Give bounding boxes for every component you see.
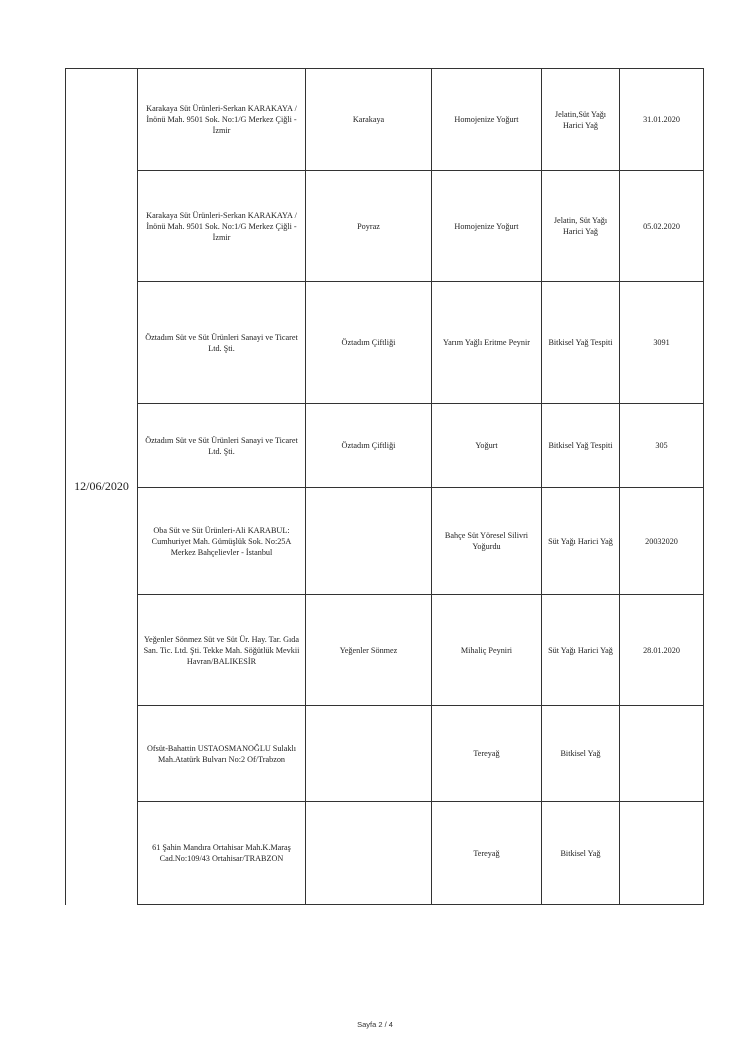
brand-cell: Öztadım Çiftliği xyxy=(306,404,432,488)
date-cell: 12/06/2020 xyxy=(66,69,138,905)
brand-cell: Yeğenler Sönmez xyxy=(306,595,432,706)
company-cell: Karakaya Süt Ürünleri-Serkan KARAKAYA / İnönü Mah. 9501 Sok. No:1/G Merkez Çiğli - İzmir xyxy=(138,69,306,171)
company-cell: Karakaya Süt Ürünleri-Serkan KARAKAYA / İnönü Mah. 9501 Sok. No:1/G Merkez Çiğli - İzmir xyxy=(138,171,306,282)
company-cell: 61 Şahin Mandıra Ortahisar Mah.K.Maraş Cad.No:109/43 Ortahisar/TRABZON xyxy=(138,802,306,905)
lot-cell xyxy=(620,706,704,802)
table-row xyxy=(66,404,704,488)
product-cell: Mihaliç Peyniri xyxy=(432,595,542,706)
brand-cell: Karakaya xyxy=(306,69,432,171)
table-row xyxy=(66,802,704,905)
table-row xyxy=(66,706,704,802)
finding-cell: Bitkisel Yağ xyxy=(542,706,620,802)
lot-cell: 31.01.2020 xyxy=(620,69,704,171)
brand-cell xyxy=(306,706,432,802)
brand-cell: Öztadım Çiftliği xyxy=(306,282,432,404)
finding-cell: Bitkisel Yağ Tespiti xyxy=(542,404,620,488)
finding-cell: Süt Yağı Harici Yağ xyxy=(542,595,620,706)
product-cell: Tereyağ xyxy=(432,706,542,802)
brand-cell xyxy=(306,488,432,595)
lot-cell: 20032020 xyxy=(620,488,704,595)
brand-cell xyxy=(306,802,432,905)
lot-cell: 3091 xyxy=(620,282,704,404)
lot-cell: 305 xyxy=(620,404,704,488)
company-cell: Ofsüt-Bahattin USTAOSMANOĞLU Sulaklı Mah.Atatürk Bulvarı No:2 Of/Trabzon xyxy=(138,706,306,802)
finding-cell: Bitkisel Yağ xyxy=(542,802,620,905)
finding-cell: Süt Yağı Harici Yağ xyxy=(542,488,620,595)
table-row xyxy=(66,595,704,706)
product-cell: Bahçe Süt Yöresel Silivri Yoğurdu xyxy=(432,488,542,595)
product-cell: Tereyağ xyxy=(432,802,542,905)
company-cell: Öztadım Süt ve Süt Ürünleri Sanayi ve Ticaret Ltd. Şti. xyxy=(138,404,306,488)
product-cell: Yarım Yağlı Eritme Peynir xyxy=(432,282,542,404)
product-table xyxy=(65,68,704,905)
product-cell: Homojenize Yoğurt xyxy=(432,69,542,171)
finding-cell: Jelatin,Süt Yağı Harici Yağ xyxy=(542,69,620,171)
company-cell: Yeğenler Sönmez Süt ve Süt Ür. Hay. Tar. Gıda San. Tic. Ltd. Şti. Tekke Mah. Söğütlük Mevkii Havran/BALIKESİR xyxy=(138,595,306,706)
table-row xyxy=(66,282,704,404)
finding-cell: Jelatin, Süt Yağı Harici Yağ xyxy=(542,171,620,282)
table-row xyxy=(66,488,704,595)
finding-cell: Bitkisel Yağ Tespiti xyxy=(542,282,620,404)
company-cell: Oba Süt ve Süt Ürünleri-Ali KARABUL: Cumhuriyet Mah. Gümüşlük Sok. No:25A Merkez Bahçelievler - İstanbul xyxy=(138,488,306,595)
lot-cell xyxy=(620,802,704,905)
lot-cell: 05.02.2020 xyxy=(620,171,704,282)
product-cell: Yoğurt xyxy=(432,404,542,488)
page-number: Sayfa 2 / 4 xyxy=(357,1020,393,1029)
lot-cell: 28.01.2020 xyxy=(620,595,704,706)
table-row xyxy=(66,171,704,282)
product-cell: Homojenize Yoğurt xyxy=(432,171,542,282)
table-row xyxy=(66,69,704,171)
company-cell: Öztadım Süt ve Süt Ürünleri Sanayi ve Ticaret Ltd. Şti. xyxy=(138,282,306,404)
brand-cell: Poyraz xyxy=(306,171,432,282)
